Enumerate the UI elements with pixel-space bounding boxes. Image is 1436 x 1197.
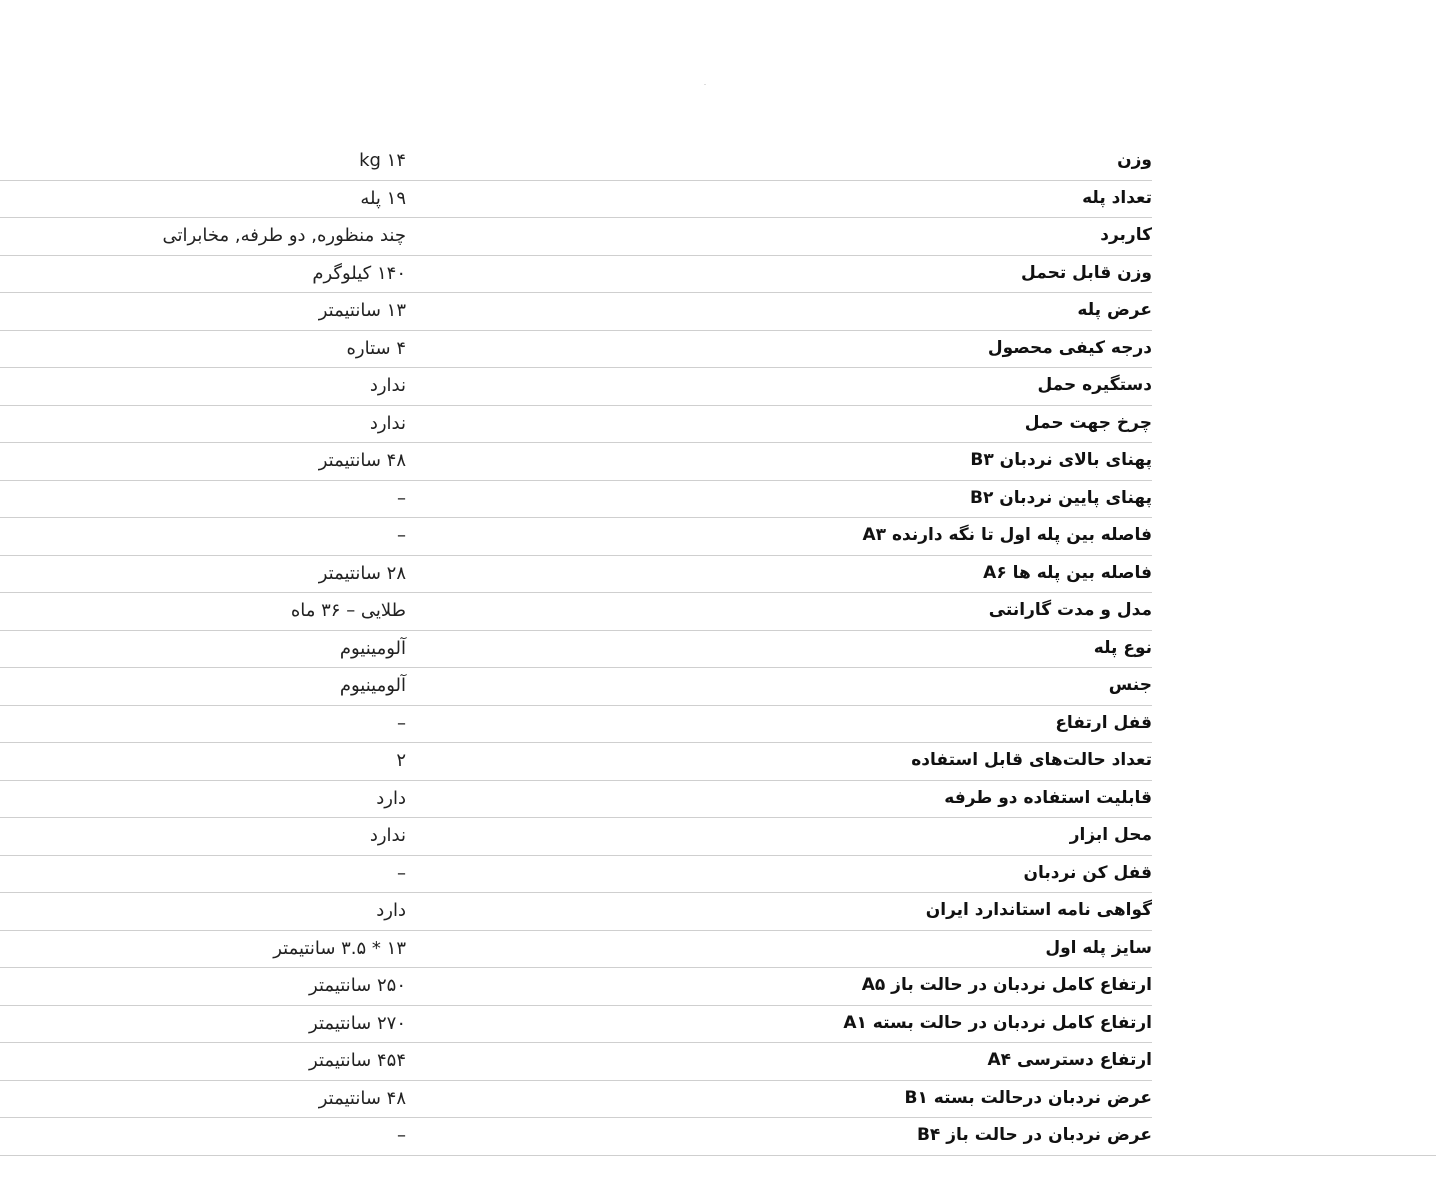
spec-key: چرخ جهت حمل bbox=[1024, 412, 1152, 433]
spec-row bbox=[0, 330, 1436, 368]
spec-row bbox=[0, 780, 1436, 818]
spec-value: – bbox=[397, 712, 406, 734]
spec-row bbox=[0, 742, 1436, 780]
spec-value: ۲ bbox=[396, 750, 406, 771]
spec-key: تعداد پله bbox=[1082, 187, 1152, 208]
spec-value: ۱۴۰ کیلوگرم bbox=[312, 262, 406, 284]
spec-key: وزن bbox=[1117, 150, 1152, 170]
spec-value: – bbox=[397, 487, 406, 509]
spec-value: – bbox=[397, 1125, 406, 1146]
spec-row bbox=[0, 705, 1436, 743]
spec-row bbox=[0, 480, 1436, 518]
spec-row bbox=[0, 367, 1436, 405]
spec-value: دارد bbox=[376, 900, 406, 921]
spec-row bbox=[0, 667, 1436, 705]
spec-value: kg ۱۴ bbox=[359, 150, 406, 171]
spec-key: نوع پله bbox=[1093, 637, 1152, 658]
spec-key: عرض نردبان درحالت بسته B۱ bbox=[904, 1087, 1152, 1108]
spec-value: ۴۸ سانتیمتر bbox=[318, 450, 406, 471]
spec-row bbox=[0, 217, 1436, 255]
spec-value: ۱۹ پله bbox=[360, 187, 406, 209]
spec-value: ۴۵۴ سانتیمتر bbox=[309, 1050, 406, 1071]
spec-key: محل ابزار bbox=[1069, 825, 1152, 845]
spec-row bbox=[0, 442, 1436, 480]
spec-key: فاصله بین پله اول تا نگه دارنده A۳ bbox=[862, 525, 1152, 545]
spec-row bbox=[0, 180, 1436, 218]
spec-row bbox=[0, 817, 1436, 855]
spec-row bbox=[0, 255, 1436, 293]
spec-value: ندارد bbox=[369, 412, 406, 434]
spec-key: تعداد حالت‌های قابل استفاده bbox=[911, 750, 1152, 770]
spec-key: ارتفاع دسترسی A۴ bbox=[987, 1050, 1152, 1070]
spec-key: قفل کن نردبان bbox=[1023, 862, 1152, 883]
spec-value: دارد bbox=[376, 787, 406, 809]
spec-row bbox=[0, 967, 1436, 1005]
spec-key: قابلیت استفاده دو طرفه bbox=[944, 787, 1152, 808]
spec-key: عرض نردبان در حالت باز B۴ bbox=[916, 1125, 1152, 1145]
spec-value: ۱۳ سانتیمتر bbox=[318, 300, 406, 321]
spec-row bbox=[0, 892, 1436, 930]
spec-value: چند منظوره, دو طرفه, مخابراتی bbox=[162, 225, 406, 246]
spec-value: ۴ ستاره bbox=[346, 337, 406, 359]
spec-key: درجه کیفی محصول bbox=[987, 337, 1152, 358]
spec-value: ۱۳ * ۳.۵ سانتیمتر bbox=[273, 937, 406, 959]
decorative-dot bbox=[704, 84, 706, 85]
spec-key: ارتفاع کامل نردبان در حالت باز A۵ bbox=[861, 975, 1152, 995]
row-divider bbox=[0, 1155, 1436, 1156]
spec-row bbox=[0, 630, 1436, 668]
spec-key: مدل و مدت گارانتی bbox=[988, 600, 1152, 620]
spec-row bbox=[0, 142, 1436, 180]
spec-value: ۴۸ سانتیمتر bbox=[318, 1087, 406, 1109]
spec-row bbox=[0, 1042, 1436, 1080]
spec-value: طلایی – ۳۶ ماه bbox=[290, 600, 406, 621]
spec-value: آلومینیوم bbox=[339, 675, 406, 696]
spec-value: ۲۵۰ سانتیمتر bbox=[309, 975, 406, 996]
spec-row bbox=[0, 517, 1436, 555]
spec-key: پهنای بالای نردبان B۳ bbox=[970, 450, 1152, 470]
spec-row bbox=[0, 405, 1436, 443]
spec-key: جنس bbox=[1108, 675, 1152, 695]
spec-value: ۲۸ سانتیمتر bbox=[318, 562, 406, 584]
spec-row bbox=[0, 1080, 1436, 1118]
spec-value: ندارد bbox=[369, 825, 406, 846]
spec-key: پهنای پایین نردبان B۲ bbox=[970, 487, 1152, 508]
spec-key: دستگیره حمل bbox=[1037, 375, 1152, 395]
spec-key: کاربرد bbox=[1100, 225, 1152, 245]
spec-value: ندارد bbox=[369, 375, 406, 396]
spec-key: قفل ارتفاع bbox=[1055, 712, 1152, 733]
spec-key: سایز پله اول bbox=[1045, 937, 1152, 958]
spec-key: وزن قابل تحمل bbox=[1021, 262, 1152, 283]
spec-value: – bbox=[397, 862, 406, 884]
spec-key: عرض پله bbox=[1077, 300, 1152, 320]
spec-row bbox=[0, 592, 1436, 630]
spec-row bbox=[0, 930, 1436, 968]
spec-row bbox=[0, 1005, 1436, 1043]
spec-key: ارتفاع کامل نردبان در حالت بسته A۱ bbox=[843, 1012, 1152, 1033]
spec-value: ۲۷۰ سانتیمتر bbox=[309, 1012, 406, 1034]
spec-row bbox=[0, 1117, 1436, 1155]
spec-key: گواهی نامه استاندارد ایران bbox=[925, 900, 1152, 920]
spec-row bbox=[0, 555, 1436, 593]
spec-key: فاصله بین پله ها A۶ bbox=[983, 562, 1152, 583]
spec-row bbox=[0, 855, 1436, 893]
spec-table bbox=[0, 142, 1436, 1155]
spec-row bbox=[0, 292, 1436, 330]
spec-value: – bbox=[397, 525, 406, 546]
spec-value: آلومینیوم bbox=[339, 637, 406, 659]
